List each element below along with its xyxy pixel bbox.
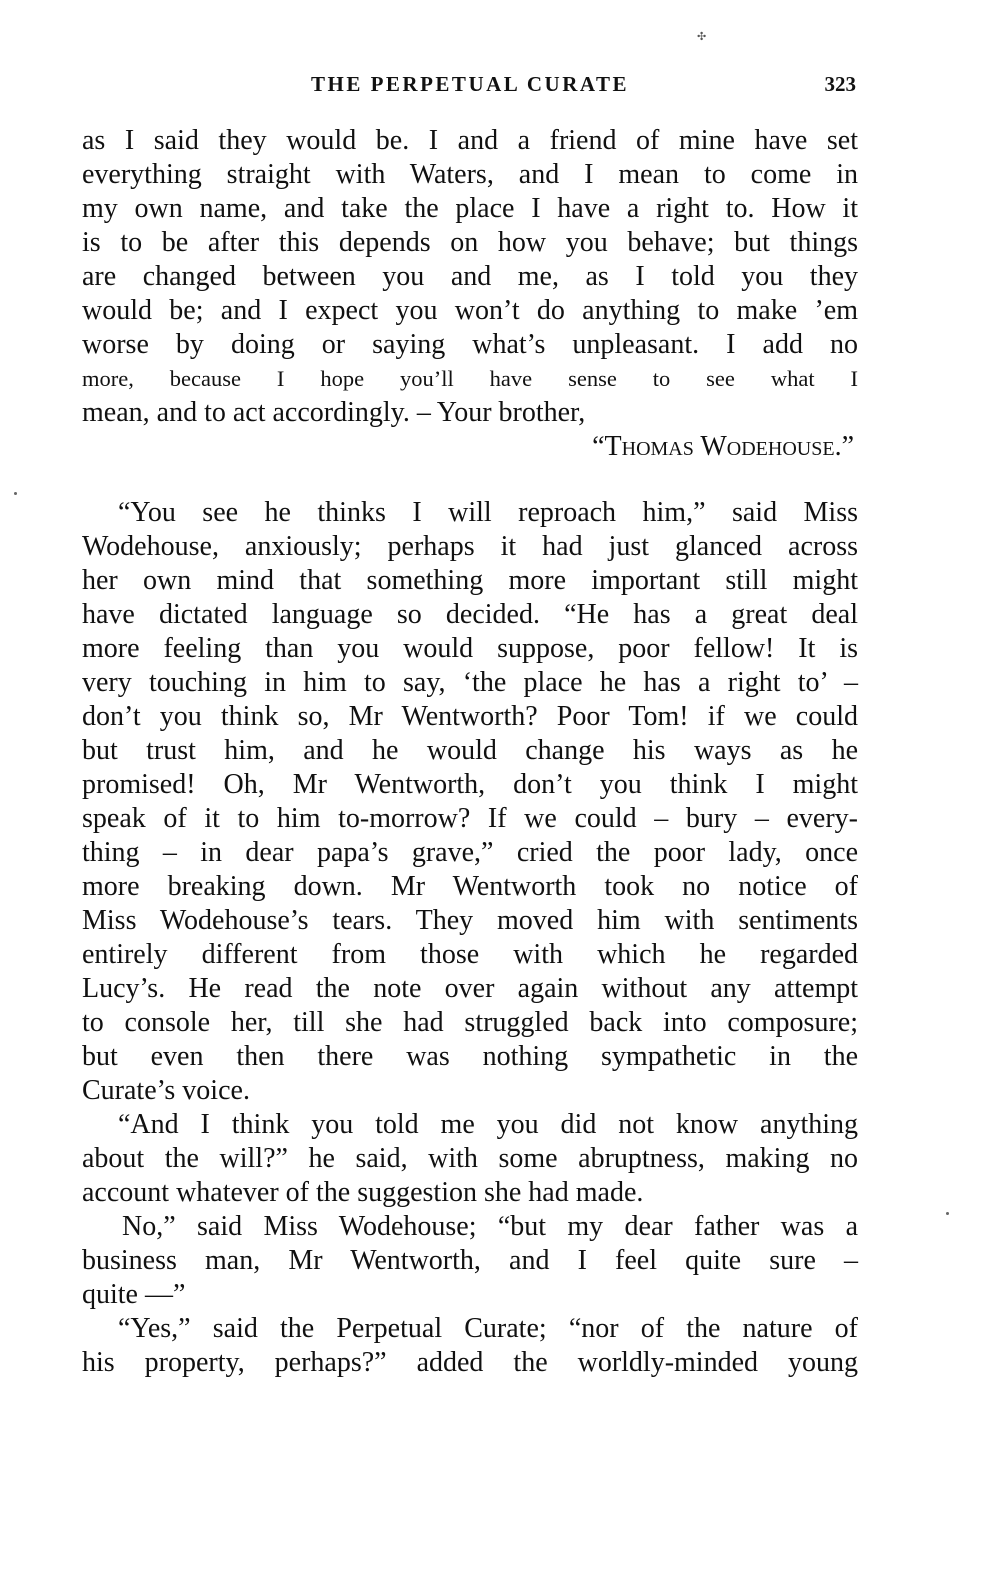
text-line: worse by doing or saying what’s unpleasant. I add no — [82, 329, 858, 360]
page-header — [82, 72, 858, 104]
text-line: my own name, and take the place I have a right to. How it — [82, 193, 858, 224]
text-line: but even then there was nothing sympathetic in the — [82, 1041, 858, 1072]
text-line: about the will?” he said, with some abruptness, making no — [82, 1143, 858, 1174]
page-number: 323 — [824, 72, 856, 96]
letter-signature: “Thomas Wodehouse.” — [592, 431, 854, 462]
text-line: “Yes,” said the Perpetual Curate; “nor of the nature of — [118, 1313, 858, 1344]
text-line: very touching in him to say, ‘the place he has a right to’ – — [82, 667, 858, 698]
text-line: promised! Oh, Mr Wentworth, don’t you think I might — [82, 769, 858, 800]
margin-speck — [946, 1212, 949, 1215]
text-line: Wodehouse, anxiously; perhaps it had just glanced across — [82, 531, 858, 562]
text-line: entirely different from those with which he regarded — [82, 939, 858, 970]
text-line: more, because I hope you’ll have sense to see what I — [82, 366, 858, 391]
text-line: Miss Wodehouse’s tears. They moved him with sentiments — [82, 905, 858, 936]
text-line: speak of it to him to-morrow? If we could – bury – every- — [82, 803, 858, 834]
text-line: business man, Mr Wentworth, and I feel quite sure – — [82, 1245, 858, 1276]
running-title: THE PERPETUAL CURATE — [311, 72, 629, 96]
section-gap — [82, 464, 858, 496]
text-line: thing – in dear papa’s grave,” cried the poor lady, once — [82, 837, 858, 868]
text-line: Lucy’s. He read the note over again without any attempt — [82, 973, 858, 1004]
text-line: Curate’s voice. — [82, 1075, 250, 1106]
text-line: his property, perhaps?” added the worldly-minded young — [82, 1347, 858, 1378]
text-line: more feeling than you would suppose, poor fellow! It is — [82, 633, 858, 664]
text-line: “You see he thinks I will reproach him,” said Miss — [118, 497, 858, 528]
text-line: is to be after this depends on how you behave; but things — [82, 227, 858, 258]
text-line: have dictated language so decided. “He has a great deal — [82, 599, 858, 630]
body-text — [82, 124, 858, 1380]
text-line: quite —” — [82, 1279, 186, 1310]
text-line: to console her, till she had struggled back into composure; — [82, 1007, 858, 1038]
text-line: don’t you think so, Mr Wentworth? Poor Tom! if we could — [82, 701, 858, 732]
margin-speck — [14, 492, 17, 495]
text-line: as I said they would be. I and a friend of mine have set — [82, 125, 858, 156]
text-line: mean, and to act accordingly. – Your brother, — [82, 397, 586, 428]
text-line: would be; and I expect you won’t do anything to make ’em — [82, 295, 858, 326]
ink-speck-mark: ✣ — [697, 30, 707, 43]
text-line: but trust him, and he would change his ways as he — [82, 735, 858, 766]
text-line: No,” said Miss Wodehouse; “but my dear father was a — [122, 1211, 858, 1242]
text-line: “And I think you told me you did not know anything — [118, 1109, 858, 1140]
text-line: account whatever of the suggestion she had made. — [82, 1177, 644, 1208]
text-line: her own mind that something more important still might — [82, 565, 858, 596]
text-line: are changed between you and me, as I told you they — [82, 261, 858, 292]
text-line: more breaking down. Mr Wentworth took no notice of — [82, 871, 858, 902]
text-line: everything straight with Waters, and I mean to come in — [82, 159, 858, 190]
